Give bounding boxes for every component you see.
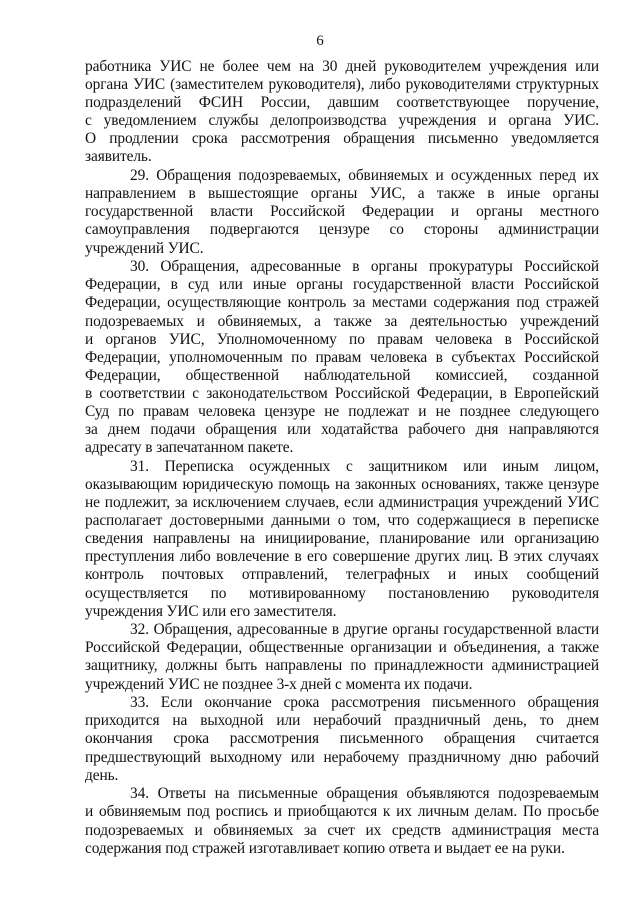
text-line: 30. Обращения, адресованные в органы прокуратуры Российской (130, 258, 599, 276)
paragraph (85, 694, 599, 784)
text-line: защитнику, должны быть направлены по принадлежности администрацией (85, 657, 599, 675)
paragraph (85, 58, 599, 167)
text-line: в соответствии с законодательством Российской Федерации, в Европейский (85, 384, 599, 402)
text-line: оказывающим юридическую помощь на законных основаниях, также цензуре (85, 475, 599, 493)
text-line: подозреваемых и обвиняемых, а также за деятельностью учреждений (85, 312, 599, 330)
paragraph (85, 167, 599, 257)
text-line: учреждения УИС или его заместителя. (85, 602, 337, 620)
page-number: 6 (316, 33, 324, 49)
text-line: 32. Обращения, адресованные в другие органы государственной власти (130, 621, 599, 639)
paragraph (85, 458, 599, 621)
text-line: окончания срока рассмотрения письменного обращения считается (85, 730, 599, 748)
text-line: подразделений ФСИН России, давшим соответствующее поручение, (85, 94, 599, 112)
document-body (85, 58, 599, 858)
paragraph (85, 621, 599, 693)
paragraph (85, 785, 599, 857)
text-line: за днем подачи обращения или ходатайства рабочего дня направляются (85, 421, 599, 439)
text-line: располагает достоверными данными о том, что содержащиеся в переписке (85, 512, 599, 530)
text-line: самоуправления подвергаются цензуре со стороны администрации (85, 221, 599, 239)
text-line: 34. Ответы на письменные обращения объявляются подозреваемым (130, 785, 599, 803)
text-line: Российской Федерации, общественные организации и объединения, а также (85, 639, 599, 657)
text-line: и обвиняемым под роспись и приобщаются к их личным делам. По просьбе (85, 803, 599, 821)
text-line: подозреваемых и обвиняемых за счет их средств администрация места (85, 821, 599, 839)
text-line: и органов УИС, Уполномоченному по правам человека в Российской (85, 330, 599, 348)
text-line: государственной власти Российской Федерации и органы местного (85, 203, 599, 221)
text-line: не подлежит, за исключением случаев, если администрация учреждений УИС (85, 494, 599, 512)
text-line: 29. Обращения подозреваемых, обвиняемых и осужденных перед их (130, 167, 599, 185)
text-line: 33. Если окончание срока рассмотрения письменного обращения (130, 694, 599, 712)
text-line: контроль почтовых отправлений, телеграфных и иных сообщений (85, 566, 599, 584)
text-line: учреждений УИС не позднее 3-х дней с момента их подачи. (85, 675, 473, 693)
paragraph (85, 258, 599, 457)
text-line: с уведомлением службы делопроизводства учреждения и органа УИС. (85, 112, 599, 130)
text-line: адресату в запечатанном пакете. (85, 439, 294, 457)
text-line: работника УИС не более чем на 30 дней руководителем учреждения или (85, 58, 599, 75)
text-line: О продлении срока рассмотрения обращения письменно уведомляется (85, 130, 599, 148)
text-line: содержания под стражей изготавливает копию ответа и выдает ее на руки. (85, 839, 565, 857)
text-line: направлением в вышестоящие органы УИС, а также в иные органы (85, 185, 599, 203)
text-line: заявитель. (85, 148, 152, 166)
text-line: преступления либо вовлечение в его совершение других лиц. В этих случаях (85, 548, 599, 566)
text-line: учреждений УИС. (85, 239, 204, 257)
text-line: органа УИС (заместителем руководителя), либо руководителями структурных (85, 76, 599, 94)
text-line: Федерации, осуществляющие контроль за местами содержания под стражей (85, 294, 599, 312)
text-line: Федерации, в суд или иные органы государственной власти Российской (85, 276, 599, 294)
text-line: приходится на выходной или нерабочий праздничный день, то днем (85, 712, 599, 730)
text-line: Суд по правам человека цензуре не подлежат и не позднее следующего (85, 402, 599, 420)
text-line: 31. Переписка осужденных с защитником или иным лицом, (130, 457, 599, 475)
text-line: день. (85, 766, 119, 784)
text-line: Федерации, общественной наблюдательной комиссией, созданной (85, 366, 599, 384)
text-line: предшествующий выходному или нерабочему праздничному дню рабочий (85, 748, 599, 766)
text-line: осуществляется по мотивированному постановлению руководителя (85, 584, 599, 602)
text-line: сведения направлены на инициирование, планирование или организацию (85, 530, 599, 548)
text-line: Федерации, уполномоченным по правам человека в субъектах Российской (85, 348, 599, 366)
